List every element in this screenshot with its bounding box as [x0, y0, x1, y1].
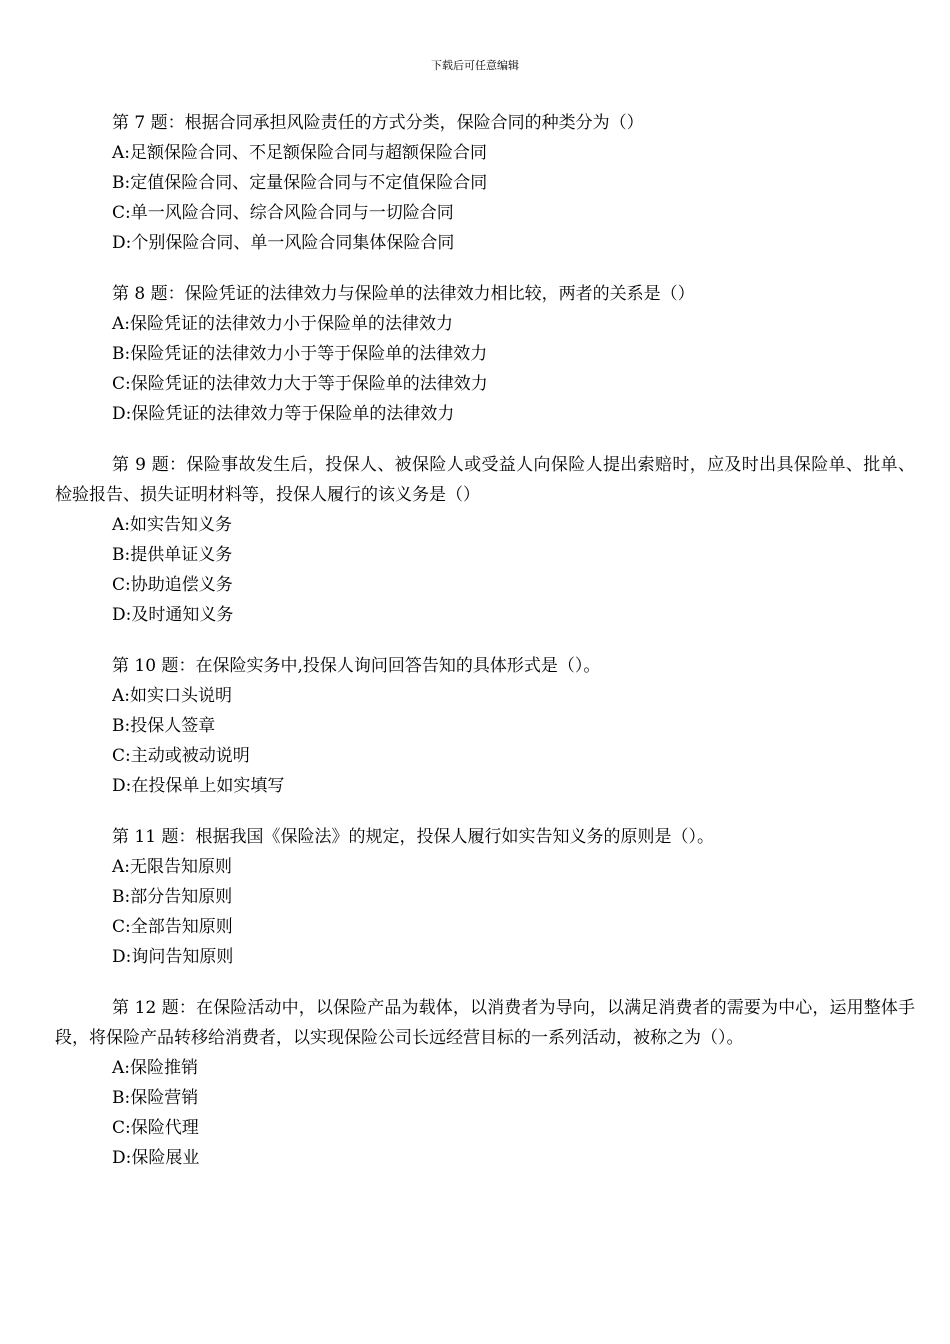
option-c: C:全部告知原则 — [112, 917, 233, 937]
option-d: D:在投保单上如实填写 — [112, 776, 285, 796]
option-c: C:保险代理 — [112, 1118, 199, 1138]
option-d: D:保险展业 — [112, 1148, 200, 1168]
option-a: A:保险推销 — [112, 1058, 199, 1078]
question-stem: 第 12 题：在保险活动中，以保险产品为载体，以消费者为导向，以满足消费者的需要为中心，运用整体手段，将保险产品转移给消费者，以实现保险公司长远经营目标的一系列活动，被称之为（）。 — [55, 998, 915, 1048]
option-b: B:定值保险合同、定量保险合同与不定值保险合同 — [112, 173, 488, 193]
option-c: C:协助追偿义务 — [112, 575, 233, 595]
question-10 — [55, 651, 915, 801]
question-stem: 第 11 题：根据我国《保险法》的规定，投保人履行如实告知义务的原则是（）。 — [112, 827, 714, 847]
option-d: D:个别保险合同、单一风险合同集体保险合同 — [112, 233, 455, 253]
option-d: D:保险凭证的法律效力等于保险单的法律效力 — [112, 404, 455, 424]
question-stem: 第 10 题：在保险实务中,投保人询问回答告知的具体形式是（）。 — [112, 656, 601, 676]
option-b: B:投保人签章 — [112, 716, 216, 736]
option-a: A:如实口头说明 — [112, 686, 233, 706]
option-b: B:部分告知原则 — [112, 887, 233, 907]
page-header: 下载后可任意编辑 — [431, 59, 519, 72]
question-7 — [55, 108, 915, 258]
option-c: C:主动或被动说明 — [112, 746, 250, 766]
question-stem: 第 8 题：保险凭证的法律效力与保险单的法律效力相比较，两者的关系是（） — [112, 284, 695, 304]
option-b: B:保险营销 — [112, 1088, 199, 1108]
option-a: A:无限告知原则 — [112, 857, 233, 877]
option-d: D:及时通知义务 — [112, 605, 234, 625]
option-c: C:单一风险合同、综合风险合同与一切险合同 — [112, 203, 454, 223]
question-8 — [55, 279, 915, 429]
question-list — [55, 108, 915, 1194]
option-a: A:如实告知义务 — [112, 515, 233, 535]
option-b: B:提供单证义务 — [112, 545, 233, 565]
option-a: A:足额保险合同、不足额保险合同与超额保险合同 — [112, 143, 488, 163]
option-a: A:保险凭证的法律效力小于保险单的法律效力 — [112, 314, 454, 334]
question-stem: 第 7 题：根据合同承担风险责任的方式分类，保险合同的种类分为（） — [112, 113, 644, 133]
question-9 — [55, 450, 915, 630]
question-stem: 第 9 题：保险事故发生后，投保人、被保险人或受益人向保险人提出索赔时，应及时出具保险单、批单、检验报告、损失证明材料等，投保人履行的该义务是（） — [55, 455, 915, 505]
question-11 — [55, 822, 915, 972]
option-b: B:保险凭证的法律效力小于等于保险单的法律效力 — [112, 344, 488, 364]
option-c: C:保险凭证的法律效力大于等于保险单的法律效力 — [112, 374, 488, 394]
option-d: D:询问告知原则 — [112, 947, 234, 967]
question-12 — [55, 993, 915, 1173]
